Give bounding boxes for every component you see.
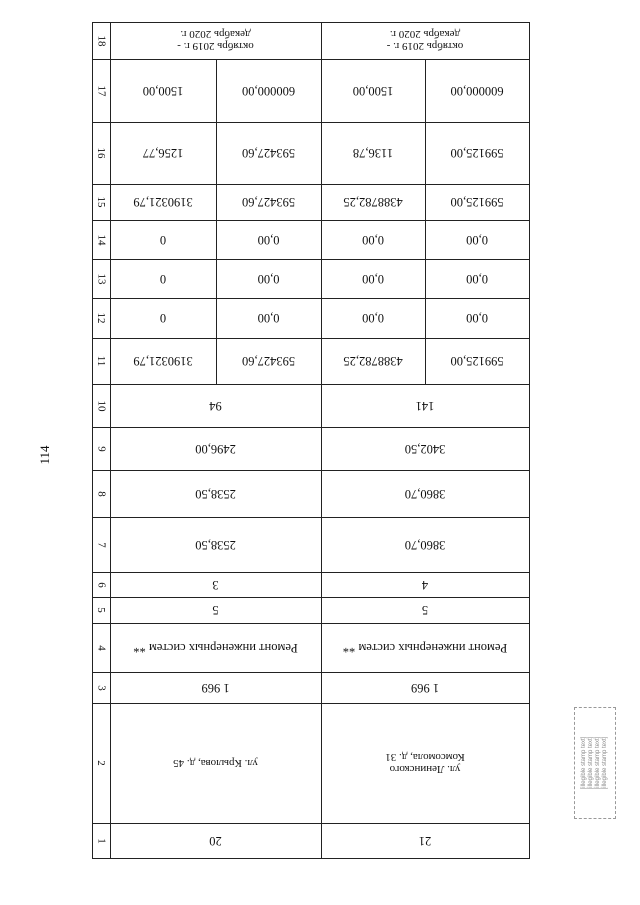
table-cell: 3402,50 bbox=[404, 442, 446, 456]
table-cell: 1 969 bbox=[410, 681, 440, 695]
column-header: 12 bbox=[95, 312, 107, 324]
stamp-line: [illegible stamp text] bbox=[602, 736, 608, 790]
table-cell: 593427,60 bbox=[241, 195, 296, 210]
stamp-line: [illegible stamp text] bbox=[588, 736, 594, 790]
table-cell: 3190321,79 bbox=[133, 195, 193, 210]
table-cell: 3 bbox=[212, 578, 219, 592]
table-cell: 0 bbox=[159, 233, 167, 247]
table-cell: октябрь 2019 г. - декабрь 2020 г. bbox=[386, 28, 464, 53]
column-header: 8 bbox=[95, 490, 107, 497]
column-header: 18 bbox=[95, 35, 107, 46]
column-header: 5 bbox=[95, 607, 107, 613]
page-number: 114 bbox=[37, 445, 52, 465]
column-header: 14 bbox=[95, 234, 107, 245]
table-cell: 1500,00 bbox=[142, 84, 184, 98]
table-cell: 0,00 bbox=[362, 233, 384, 247]
column-header: 16 bbox=[95, 147, 107, 159]
column-header: 7 bbox=[95, 541, 107, 548]
column-header: 13 bbox=[95, 273, 107, 284]
table-cell: 599125,00 bbox=[450, 354, 504, 369]
table-cell: 1136,78 bbox=[352, 146, 394, 161]
column-header: 2 bbox=[95, 760, 107, 766]
table-cell: 20 bbox=[209, 834, 222, 848]
table-cell: 2538,50 bbox=[195, 487, 236, 501]
table-cell: 3190321,79 bbox=[133, 354, 193, 369]
column-header: 17 bbox=[95, 85, 107, 96]
table-cell: 1500,00 bbox=[352, 84, 394, 98]
table-cell: 3860,70 bbox=[404, 538, 446, 552]
table-cell: 0,00 bbox=[466, 311, 488, 326]
table-cell: 593427,60 bbox=[241, 354, 296, 369]
table-cell: 2496,00 bbox=[195, 442, 236, 456]
stamp-line: [illegible stamp text] bbox=[581, 736, 587, 790]
table-cell: 0,00 bbox=[257, 311, 280, 326]
table-cell: 4388782,25 bbox=[343, 354, 403, 369]
column-header: 3 bbox=[95, 684, 107, 691]
table-border-right bbox=[529, 22, 530, 859]
column-header: 6 bbox=[95, 581, 107, 588]
table-cell: 0 bbox=[159, 272, 167, 286]
column-header: 10 bbox=[95, 400, 107, 411]
table-cell: 21 bbox=[418, 834, 432, 848]
table-cell: 2538,50 bbox=[195, 538, 236, 552]
table-cell: Ремонт инженерных систем ** bbox=[342, 641, 508, 655]
table-cell: 0,00 bbox=[362, 311, 384, 326]
table-cell: 141 bbox=[415, 399, 435, 413]
table-cell: 3860,70 bbox=[404, 487, 446, 501]
table-cell: 5 bbox=[212, 603, 219, 618]
column-header: 15 bbox=[95, 196, 107, 208]
table-cell: 5 bbox=[421, 603, 429, 618]
column-header: 1 bbox=[95, 837, 107, 844]
column-header: 11 bbox=[95, 355, 107, 367]
table-cell: 600000,00 bbox=[450, 84, 504, 98]
table-cell: 4388782,25 bbox=[343, 195, 403, 210]
column-header: 9 bbox=[95, 445, 107, 452]
table-cell: 0 bbox=[159, 311, 167, 326]
table-cell: ул. Крылова, д. 45 bbox=[173, 757, 258, 769]
column-header: 4 bbox=[95, 644, 107, 651]
table-cell: 0,00 bbox=[466, 272, 488, 286]
table-cell: 0,00 bbox=[257, 272, 280, 286]
table-cell: 0,00 bbox=[362, 272, 384, 286]
table-cell: 94 bbox=[209, 399, 222, 413]
table-cell: Ремонт инженерных систем ** bbox=[133, 641, 298, 655]
stamp-line: [illegible stamp text] bbox=[595, 736, 601, 790]
table-cell: 593427,60 bbox=[241, 146, 296, 161]
table-cell: 600000,00 bbox=[241, 84, 296, 98]
table-cell: 1256,77 bbox=[142, 146, 184, 161]
table-cell: октябрь 2019 г. - декабрь 2020 г. bbox=[177, 28, 254, 53]
table-cell: 4 bbox=[421, 578, 429, 592]
table-cell: 0,00 bbox=[257, 233, 280, 247]
table-cell: 599125,00 bbox=[450, 146, 504, 161]
table-cell: 1 969 bbox=[201, 681, 230, 695]
table-cell: ул. Ленинского Комсомола, д. 31 bbox=[385, 751, 465, 775]
table-cell: 599125,00 bbox=[450, 195, 504, 210]
table-border-bottom bbox=[92, 858, 529, 859]
table-cell: 0,00 bbox=[466, 233, 488, 247]
